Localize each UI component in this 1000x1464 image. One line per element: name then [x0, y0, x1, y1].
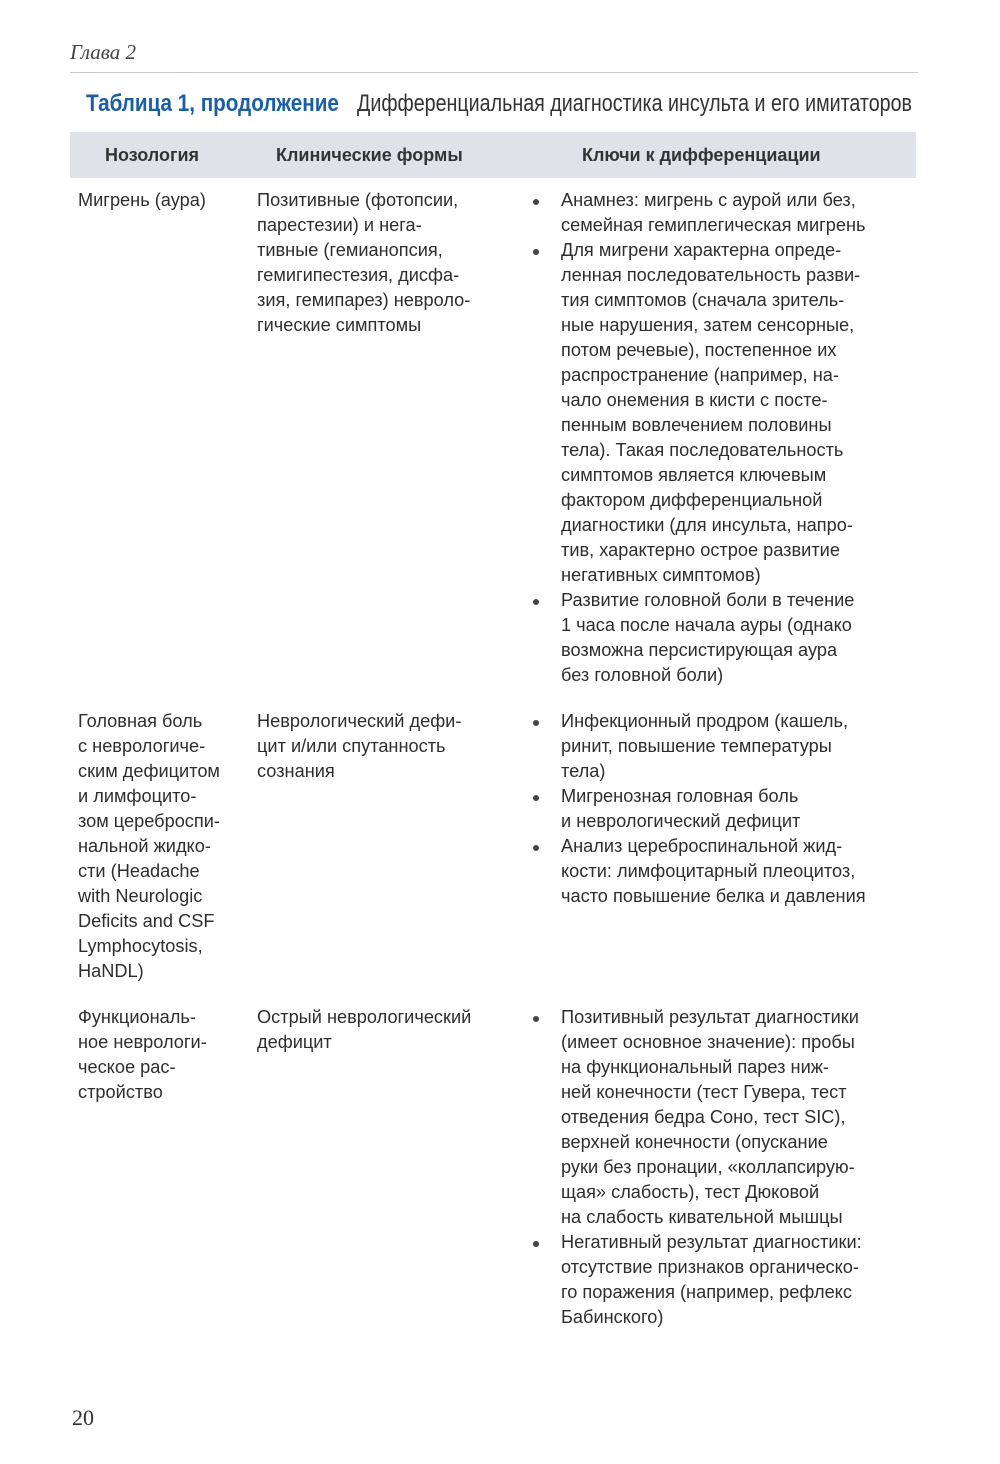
bullet-list	[533, 1005, 918, 1330]
text-line: Неврологический дефи-	[257, 711, 462, 731]
text-line: Функциональ-	[78, 1007, 196, 1027]
text-line: Бабинского)	[561, 1307, 664, 1327]
text-line: гемигипестезия, дисфа-	[257, 265, 460, 285]
text-line: тела). Такая последовательность	[561, 440, 844, 460]
text-line: с неврологиче-	[78, 736, 206, 756]
bullet-icon	[533, 249, 539, 255]
text-line: часто повышение белка и давления	[561, 886, 866, 906]
text-line: Deficits and CSF	[78, 911, 215, 931]
text-line: цит и/или спутанность	[257, 736, 446, 756]
text-line: 1 часа после начала ауры (однако	[561, 615, 852, 635]
bullet-list	[533, 188, 918, 688]
list-item	[533, 188, 918, 238]
text-line: ные нарушения, затем сенсорные,	[561, 315, 855, 335]
text-line: дефицит	[257, 1032, 332, 1052]
list-item	[533, 238, 918, 588]
text-line: Позитивный результат диагностики	[561, 1007, 859, 1027]
bullet-icon	[533, 599, 539, 605]
text-line: распространение (например, на-	[561, 365, 839, 385]
text-line: Острый неврологический	[257, 1007, 472, 1027]
text-line: Позитивные (фотопсии,	[257, 190, 459, 210]
text-line: тия симптомов (сначала зритель-	[561, 290, 845, 310]
list-item	[533, 1005, 918, 1230]
bullet-icon	[533, 1016, 539, 1022]
text-line: парестезии) и нега-	[257, 215, 422, 235]
text-line: руки без пронации, «коллапсирую-	[561, 1157, 855, 1177]
text-line: зом цереброспи-	[78, 811, 220, 831]
text-line: Анализ цереброспинальной жид-	[561, 836, 843, 856]
text-line: го поражения (например, рефлекс	[561, 1282, 852, 1302]
text-line: ней конечности (тест Гувера, тест	[561, 1082, 847, 1102]
list-item	[533, 588, 918, 688]
text-line: нальной жидко-	[78, 836, 211, 856]
cell-nosology	[78, 188, 250, 213]
text-line: Lymphocytosis,	[78, 936, 203, 956]
cell-clinical-forms	[257, 709, 515, 784]
text-line: Анамнез: мигрень с аурой или без,	[561, 190, 856, 210]
text-line: возможна персистирующая аура	[561, 640, 838, 660]
text-line: симптомов является ключевым	[561, 465, 827, 485]
cell-clinical-forms	[257, 188, 515, 338]
text-line: Головная боль	[78, 711, 203, 731]
text-line: негативных симптомов)	[561, 565, 761, 585]
text-line: Для мигрени характерна опреде-	[561, 240, 842, 260]
bullet-list	[533, 709, 918, 909]
text-line: Развитие головной боли в течение	[561, 590, 855, 610]
text-line: кости: лимфоцитарный плеоцитоз,	[561, 861, 856, 881]
text-line: ное неврологи-	[78, 1032, 207, 1052]
bullet-icon	[533, 845, 539, 851]
text-line: отведения бедра Соно, тест SIC),	[561, 1107, 846, 1127]
table-title	[86, 90, 1000, 118]
page-number: 20	[72, 1405, 94, 1430]
text-line: Мигренозная головная боль	[561, 786, 799, 806]
text-line: без головной боли)	[561, 665, 724, 685]
text-line: with Neurologic	[78, 886, 203, 906]
table-label: Таблица 1, продолжение	[86, 90, 339, 117]
text-line: семейная гемиплегическая мигрень	[561, 215, 866, 235]
header-rule	[70, 72, 918, 73]
text-line: фактором дифференциальной	[561, 490, 823, 510]
text-line: на функциональный парез ниж-	[561, 1057, 829, 1077]
text-line: на слабость кивательной мышцы	[561, 1207, 843, 1227]
bullet-icon	[533, 1241, 539, 1247]
text-line: гические симптомы	[257, 315, 422, 335]
header-nosology: Нозология	[105, 145, 200, 165]
text-line: диагностики (для инсульта, напро-	[561, 515, 853, 535]
text-line: стройство	[78, 1082, 163, 1102]
text-line: Негативный результат диагностики:	[561, 1232, 862, 1252]
text-line: верхней конечности (опускание	[561, 1132, 828, 1152]
list-item	[533, 834, 918, 909]
text-line: тив, характерно острое развитие	[561, 540, 840, 560]
table-caption: Дифференциальная диагностика инсульта и его имитаторов	[356, 90, 912, 117]
cell-differentiation-keys	[533, 188, 918, 688]
bullet-icon	[533, 720, 539, 726]
text-line: отсутствие признаков органическо-	[561, 1257, 859, 1277]
text-line: сознания	[257, 761, 335, 781]
running-head: Глава 2	[70, 40, 136, 64]
text-line: зия, гемипарез) невроло-	[257, 290, 471, 310]
text-line: ринит, повышение температуры	[561, 736, 832, 756]
list-item	[533, 709, 918, 784]
cell-nosology	[78, 709, 250, 984]
text-line: тела)	[561, 761, 606, 781]
text-line: и неврологический дефицит	[561, 811, 801, 831]
header-clinical-forms: Клинические формы	[276, 145, 463, 165]
text-line: HaNDL)	[78, 961, 144, 981]
cell-clinical-forms	[257, 1005, 515, 1055]
header-differentiation-keys: Ключи к дифференциации	[582, 145, 821, 165]
cell-nosology	[78, 1005, 250, 1105]
text-line: ским дефицитом	[78, 761, 220, 781]
text-line: сти (Headache	[78, 861, 200, 881]
text-line: Мигрень (аура)	[78, 190, 206, 210]
text-line: Инфекционный продром (кашель,	[561, 711, 849, 731]
bullet-icon	[533, 795, 539, 801]
list-item	[533, 1230, 918, 1330]
text-line: тивные (гемианопсия,	[257, 240, 443, 260]
bullet-icon	[533, 199, 539, 205]
text-line: ческое рас-	[78, 1057, 176, 1077]
text-line: (имеет основное значение): пробы	[561, 1032, 855, 1052]
text-line: пенным вовлечением половины	[561, 415, 832, 435]
text-line: потом речевые), постепенное их	[561, 340, 837, 360]
cell-differentiation-keys	[533, 1005, 918, 1330]
list-item	[533, 784, 918, 834]
cell-differentiation-keys	[533, 709, 918, 909]
text-line: ленная последовательность разви-	[561, 265, 861, 285]
text-line: чало онемения в кисти с посте-	[561, 390, 828, 410]
text-line: щая» слабость), тест Дюковой	[561, 1182, 820, 1202]
text-line: и лимфоцито-	[78, 786, 197, 806]
